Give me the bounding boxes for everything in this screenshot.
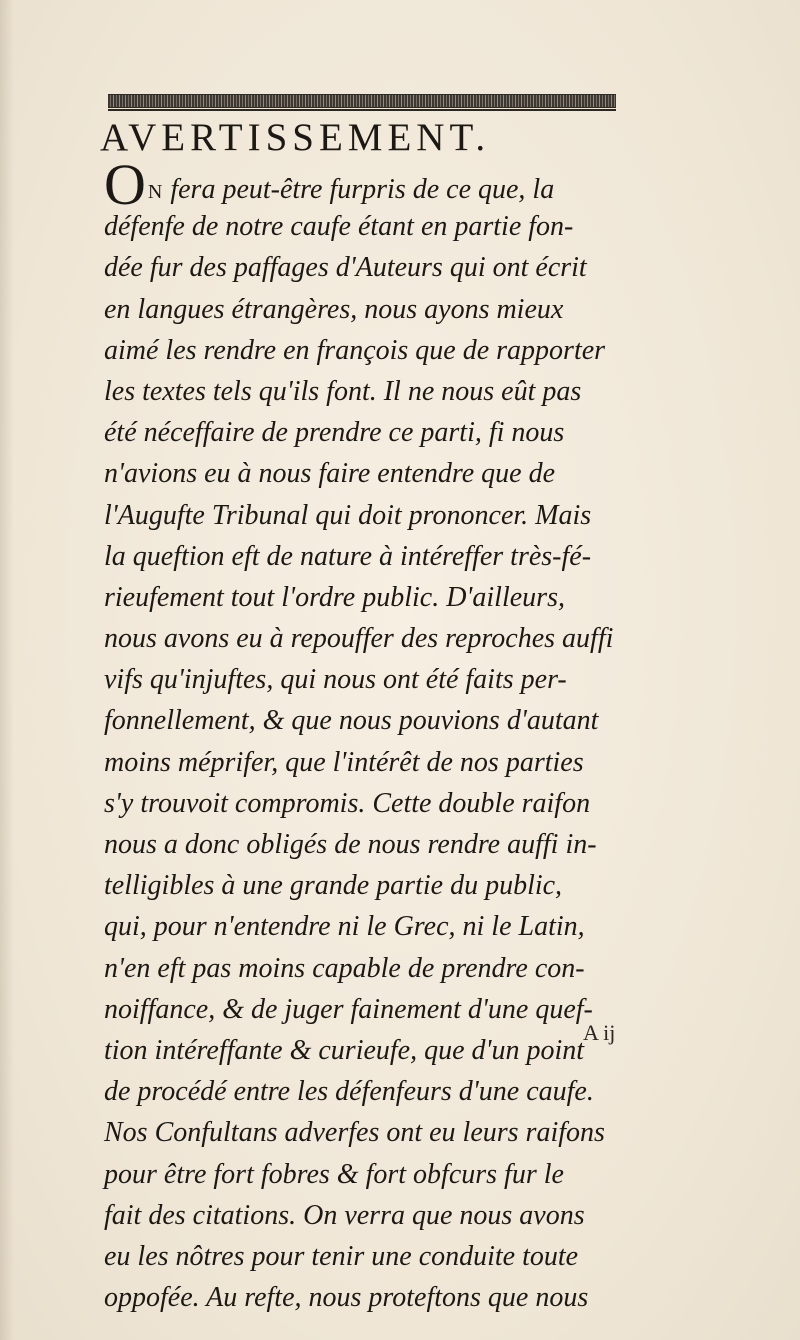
text-line: la queftion eft de nature à intéreffer très-fé- — [104, 540, 592, 572]
text-line: moins méprifer, que l'intérêt de nos parties — [104, 746, 584, 778]
text-line: fonnellement, & que nous pouvions d'autant — [104, 705, 599, 737]
text-line: dée fur des paffages d'Auteurs qui ont écrit — [104, 252, 587, 284]
text-line: rieufement tout l'ordre public. D'ailleurs, — [104, 581, 565, 613]
signature-mark: A ij — [583, 1020, 616, 1045]
text-line: aimé les rendre en françois que de rapporter — [104, 334, 606, 366]
text-line: vifs qu'injuftes, qui nous ont été faits per- — [104, 664, 567, 696]
header-ornament-band — [108, 94, 616, 108]
page-gutter-shadow — [0, 0, 14, 1340]
page-title: AVERTISSEMENT. — [100, 116, 491, 159]
text-line: n'en eft pas moins capable de prendre con- — [104, 952, 585, 984]
text-line: eu les nôtres pour tenir une conduite toute — [104, 1240, 579, 1272]
text-line: tion intéreffante & curieufe, que d'un point — [104, 1034, 585, 1066]
text-line: l'Augufte Tribunal qui doit prononcer. Mais — [104, 499, 592, 531]
text-line: oppofée. Au refte, nous proteftons que nous — [104, 1282, 589, 1314]
text-line: nous a donc obligés de nous rendre auffi in- — [104, 829, 597, 860]
text-line: de procédé entre les défenfeurs d'une caufe. — [104, 1076, 594, 1108]
text-line: telligibles à une grande partie du public, — [104, 870, 563, 902]
text-line: défenfe de notre caufe étant en partie fon- — [104, 211, 574, 243]
text-line: Nos Confultans adverfes ont eu leurs raifons — [104, 1117, 605, 1149]
text-line: les textes tels qu'ils font. Il ne nous eût pas — [104, 375, 582, 407]
text-line: en langues étrangères, nous ayons mieux — [104, 293, 564, 325]
text-line: fait des citations. On verra que nous avons — [104, 1199, 585, 1231]
text-line: noiffance, & de juger fainement d'une quef- — [104, 993, 593, 1025]
text-line: n'avions eu à nous faire entendre que de — [104, 458, 556, 490]
first-line-text: fera peut-être furpris de ce que, la — [163, 174, 555, 205]
text-line: pour être fort fobres & fort obfcurs fur le — [104, 1158, 564, 1190]
header-ornament-rule — [108, 109, 616, 111]
text-line-first — [104, 152, 624, 217]
drop-cap: O — [104, 152, 146, 217]
text-line: qui, pour n'entendre ni le Grec, ni le Latin, — [104, 911, 585, 943]
body-text — [104, 152, 624, 1318]
text-line: nous avons eu à repouffer des reproches auffi — [104, 623, 614, 655]
text-line: été néceffaire de prendre ce parti, fi nous — [104, 417, 565, 449]
first-word-rest: N — [147, 181, 164, 203]
text-line: s'y trouvoit compromis. Cette double raifon — [104, 787, 591, 819]
